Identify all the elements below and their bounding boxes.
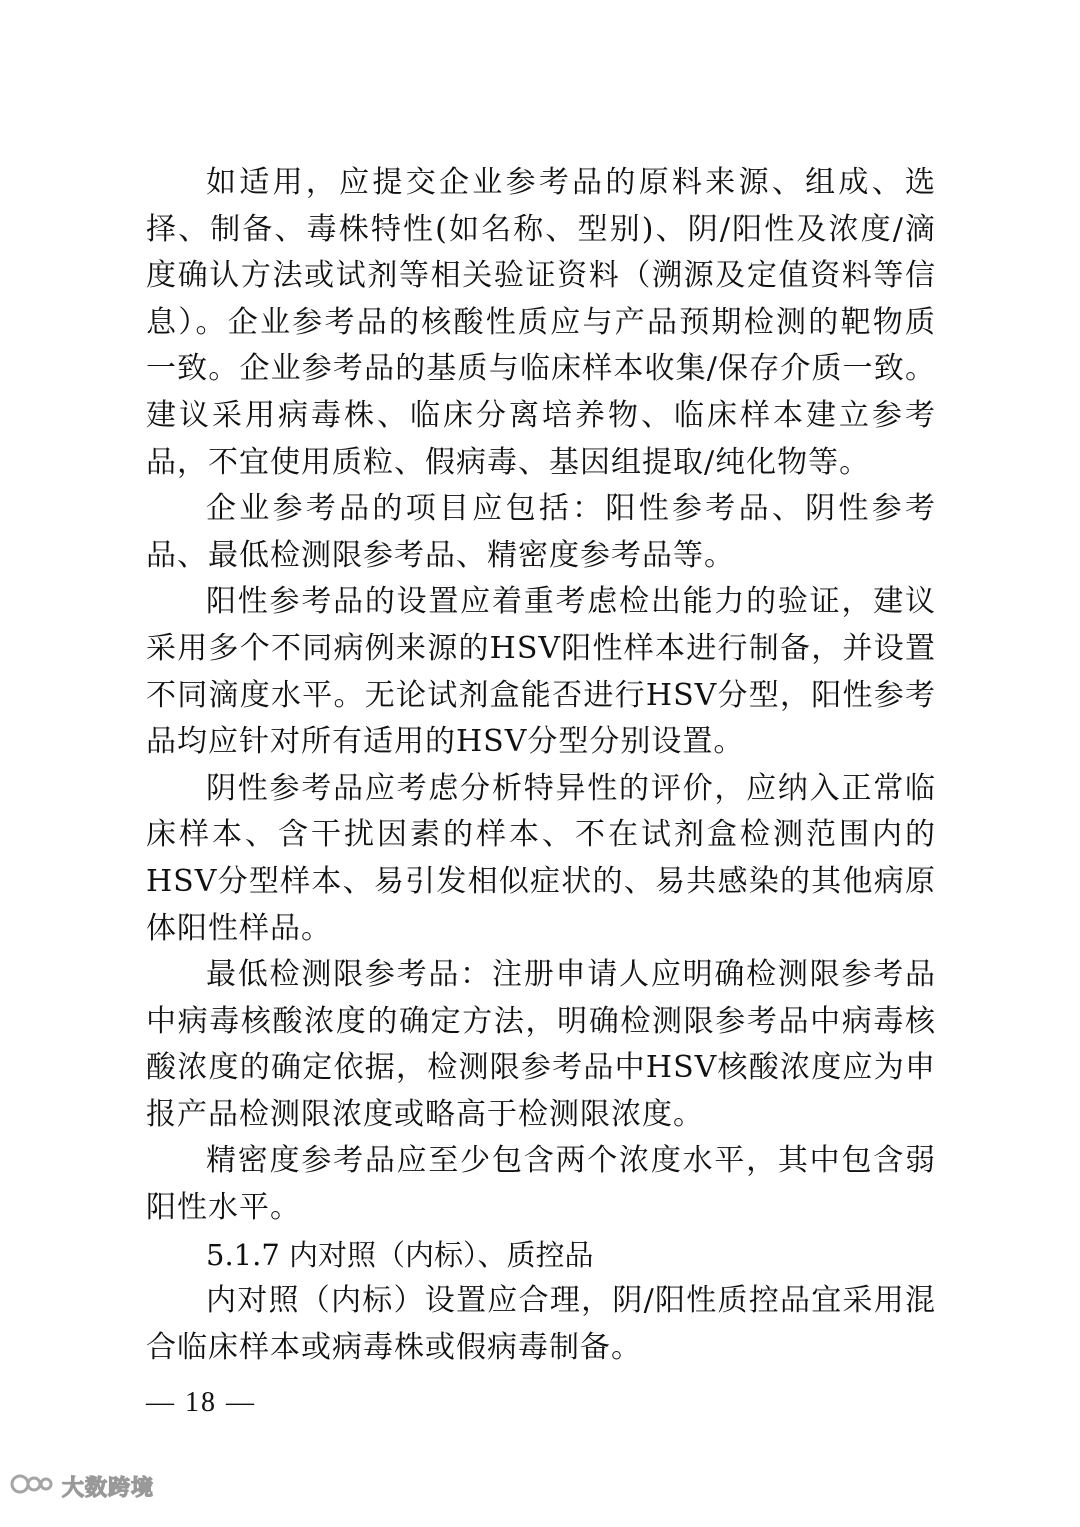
document-body xyxy=(146,160,936,1371)
paragraph-reference-materials: 如适用，应提交企业参考品的原料来源、组成、选择、制备、毒株特性(如名称、型别)、阴/阳性及浓度/滴度确认方法或试剂等相关验证资料（溯源及定值资料等信息）。企业参考品的核酸性质应与产品预期检测的靶物质一致。企业参考品的基质与临床样本收集/保存介质一致。建议采用病毒株、临床分离培养物、临床样本建立参考品，不宜使用质粒、假病毒、基因组提取/纯化物等。 xyxy=(146,165,936,480)
paragraph-reference-items: 企业参考品的项目应包括：阳性参考品、阴性参考品、最低检测限参考品、精密度参考品等。 xyxy=(146,491,936,573)
watermark xyxy=(10,1466,154,1506)
section-heading: 5.1.7 内对照（内标）、质控品 xyxy=(206,1237,594,1272)
paragraph-internal-control: 内对照（内标）设置应合理，阴/阳性质控品宜采用混合临床样本或病毒株或假病毒制备。 xyxy=(146,1283,936,1365)
paragraph-detection-limit: 最低检测限参考品：注册申请人应明确检测限参考品中病毒核酸浓度的确定方法，明确检测限参考品中病毒核酸浓度的确定依据，检测限参考品中HSV核酸浓度应为申报产品检测限浓度或略高于检测限浓度。 xyxy=(146,957,936,1132)
watermark-text: 大数跨境 xyxy=(62,1475,155,1501)
paragraph-positive-reference: 阳性参考品的设置应着重考虑检出能力的验证，建议采用多个不同病例来源的HSV阳性样本进行制备，并设置不同滴度水平。无论试剂盒能否进行HSV分型，阳性参考品均应针对所有适用的HSV分型分别设置。 xyxy=(146,584,936,760)
paragraph-precision-reference: 精密度参考品应至少包含两个浓度水平，其中包含弱阳性水平。 xyxy=(146,1143,936,1226)
page-number: — 18 — xyxy=(146,1387,256,1418)
dashu-logo-icon xyxy=(10,1470,56,1502)
paragraph-negative-reference: 阴性参考品应考虑分析特异性的评价，应纳入正常临床样本、含干扰因素的样本、不在试剂盒检测范围内的HSV分型样本、易引发相似症状的、易共感染的其他病原体阳性样品。 xyxy=(146,770,936,946)
